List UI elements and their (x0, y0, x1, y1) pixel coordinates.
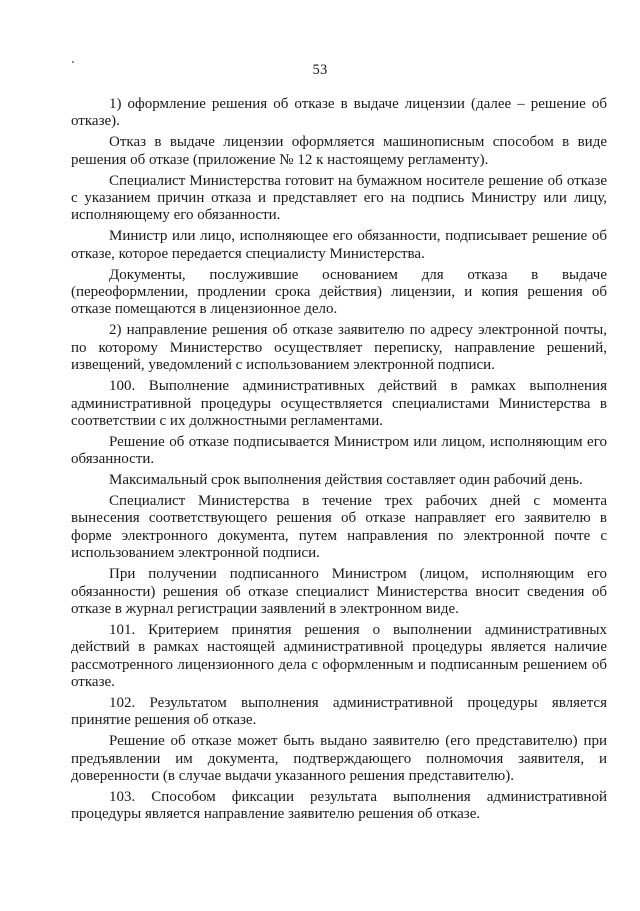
paragraph-7: 100. Выполнение административных действий в рамках выполнения административной процедуры осуществляется специалистами Министерства в соответствии с их должностными регламентами. (71, 378, 607, 429)
paragraph-3: Специалист Министерства готовит на бумажном носителе решение об отказе с указанием причин отказа и представляет его на подпись Министру или лицу, исполняющему его обязанности. (71, 172, 607, 224)
paragraph-10: Специалист Министерства в течение трех рабочих дней с момента вынесения соответствующего решения об отказе направляет его заявителю в форме электронного документа, путем направления по электронной почте с использованием электронной подписи. (71, 493, 607, 562)
paragraph-6: 2) направление решения об отказе заявителю по адресу электронной почты, по которому Министерство осуществляет переписку, направление решений, извещений, уведомлений с использованием электронной подписи. (71, 322, 607, 374)
paragraph-15: 103. Способом фиксации результата выполнения административной процедуры является направление заявителю решения об отказе. (71, 789, 607, 823)
paragraph-1: 1) оформление решения об отказе в выдаче лицензии (далее – решение об отказе). (71, 96, 607, 130)
paragraph-11: При получении подписанного Министром (лицом, исполняющим его обязанности) решения об отказе специалист Министерства вносит сведения об отказе в журнал регистрации заявлений в электронном виде. (71, 566, 607, 617)
paragraph-8: Решение об отказе подписывается Министром или лицом, исполняющим его обязанности. (71, 433, 607, 468)
paragraph-12: 101. Критерием принятия решения о выполнении административных действий в рамках настоящей административной процедуры является наличие рассмотренного лицензионного дела с оформленным и подписанным решением об отказе. (71, 621, 607, 691)
paragraph-4: Министр или лицо, исполняющее его обязанности, подписывает решение об отказе, которое передается специалисту Министерства. (71, 228, 607, 262)
paragraph-2: Отказ в выдаче лицензии оформляется машинописным способом в виде решения об отказе (приложение № 12 к настоящему регламенту). (71, 134, 607, 168)
paragraph-13: 102. Результатом выполнения административной процедуры является принятие решения об отказе. (71, 695, 607, 729)
paragraph-9: Максимальный срок выполнения действия составляет один рабочий день. (109, 472, 583, 489)
paragraph-14: Решение об отказе может быть выдано заявителю (его представителю) при предъявлении им документа, подтверждающего полномочия заявителя, и доверенности (в случае выдачи указанного решения представителю). (71, 733, 607, 785)
document-body (71, 96, 607, 827)
paragraph-5: Документы, послужившие основанием для отказа в выдаче (переоформлении, продлении срока действия) лицензии, и копия решения об отказе помещаются в лицензионное дело. (71, 266, 607, 318)
page-number: 53 (312, 62, 328, 78)
